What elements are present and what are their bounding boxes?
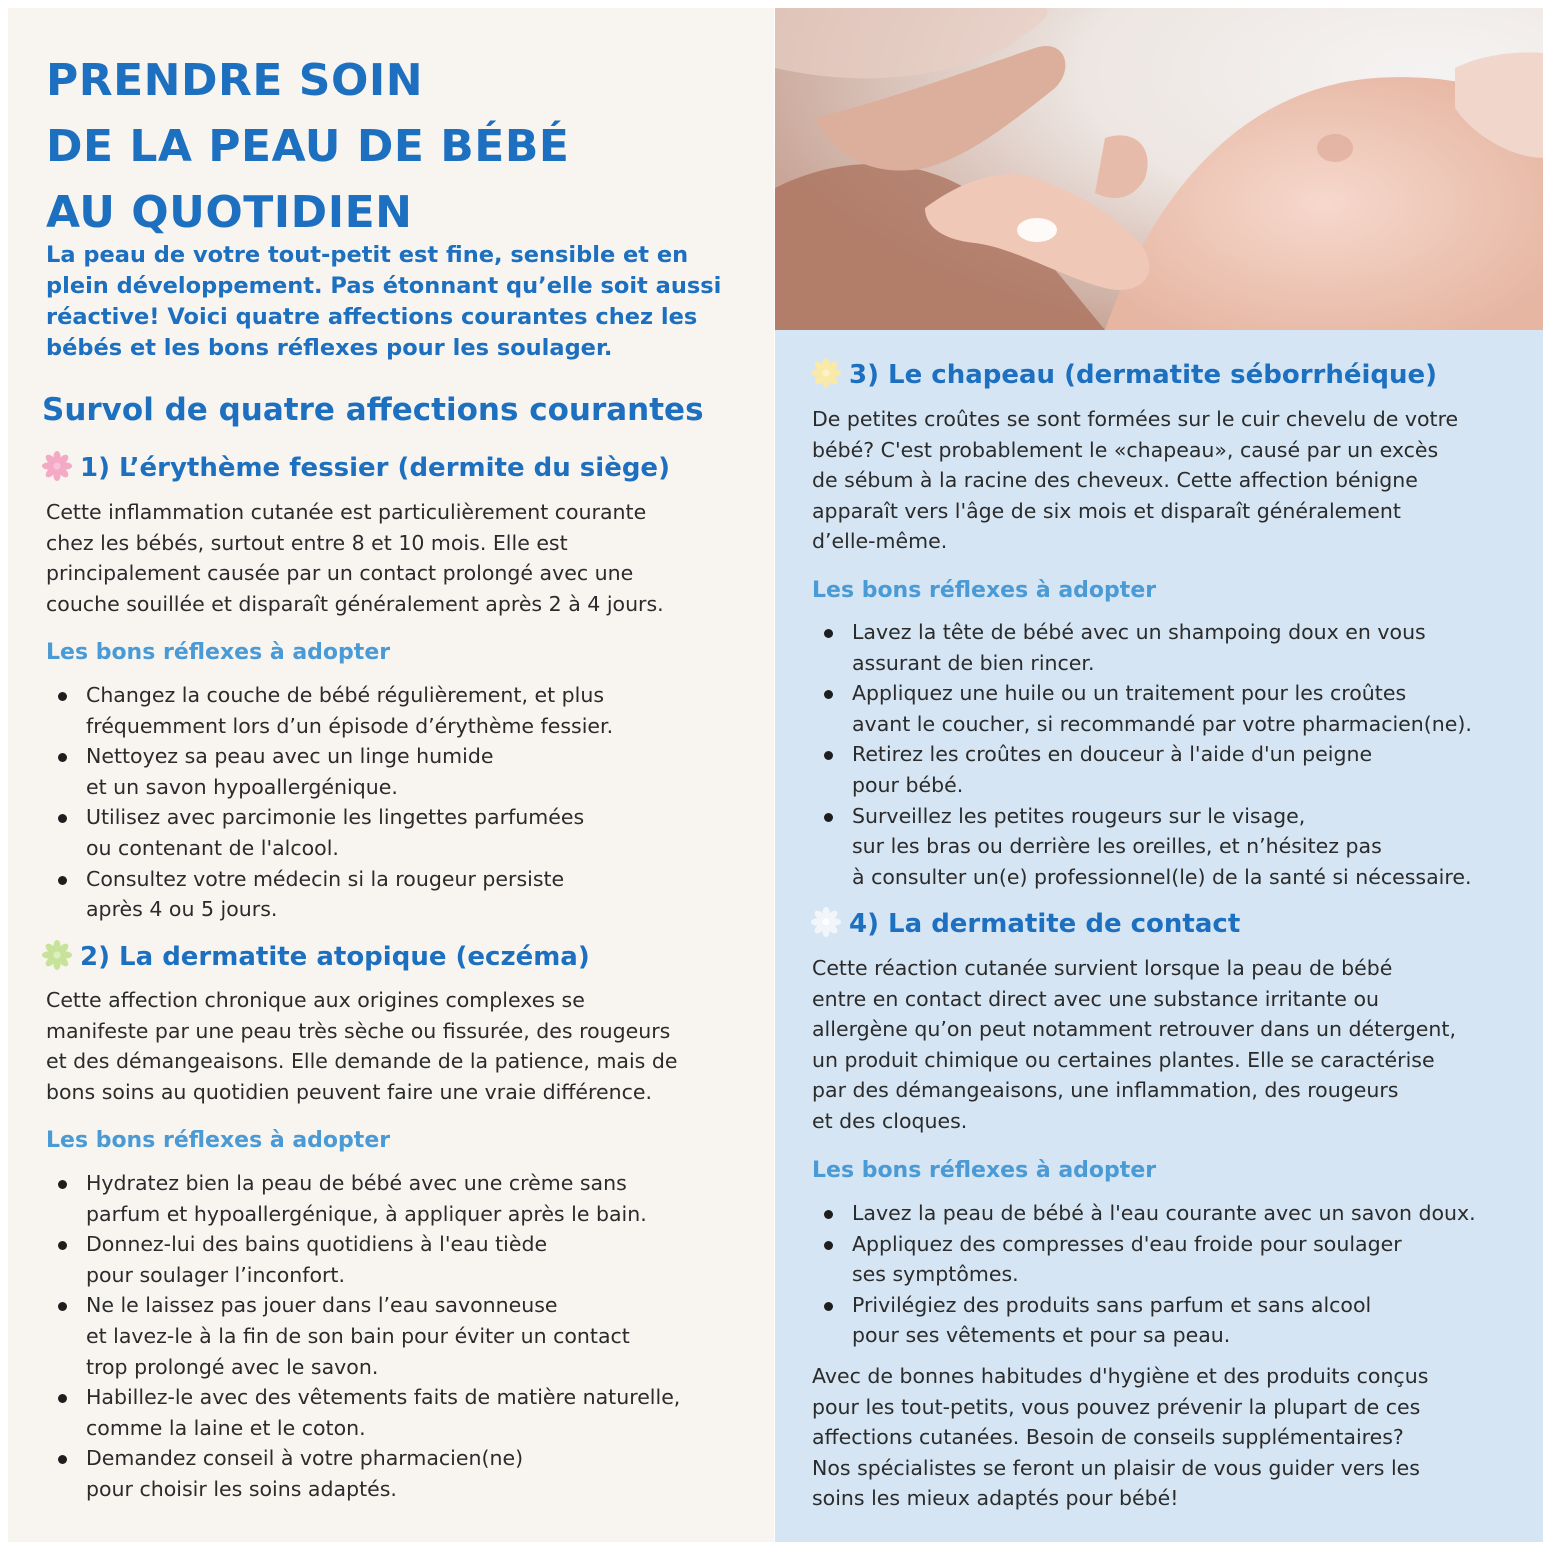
list-item	[46, 680, 613, 741]
list-item	[46, 1382, 680, 1443]
list-item-line: pour bébé.	[852, 772, 964, 797]
list-item-line: ou contenant de l'alcool.	[86, 835, 339, 860]
overview-heading: Survol de quatre affections courantes	[42, 392, 704, 428]
list-item	[46, 1168, 680, 1229]
section-1-tips	[46, 680, 613, 925]
list-item	[812, 617, 1472, 678]
list-item-line: Changez la couche de bébé régulièrement, et plus	[86, 683, 605, 707]
list-item-line: et lavez-le à la fin de son bain pour éviter un contact	[86, 1323, 630, 1348]
title-line: DE LA PEAU DE BÉBÉ	[46, 121, 570, 172]
list-item-line: sur les bras ou derrière les oreilles, et n’hésitez pas	[852, 834, 1382, 859]
list-item-line: Utilisez avec parcimonie les lingettes parfumées	[86, 805, 585, 830]
section-2-tips	[46, 1168, 680, 1505]
text-line: affections cutanées. Besoin de conseils supplémentaires?	[812, 1425, 1404, 1450]
text-line: Nos spécialistes se feront un plaisir de vous guider vers les	[812, 1455, 1420, 1480]
list-item	[46, 1443, 680, 1504]
text-line: de sébum à la racine des cheveux. Cette affection bénigne	[812, 468, 1418, 493]
section-2-subheading: Les bons réflexes à adopter	[46, 1128, 391, 1153]
list-item-line: Lavez la peau de bébé à l'eau courante avec un savon doux.	[852, 1201, 1476, 1225]
list-item-line: Appliquez des compresses d'eau froide pour soulager	[852, 1231, 1402, 1256]
section-2-title	[42, 937, 590, 977]
list-item-line: parfum et hypoallergénique, à appliquer après le bain.	[86, 1201, 647, 1226]
section-1-subheading: Les bons réflexes à adopter	[46, 640, 391, 665]
list-item-line: Habillez-le avec des vêtements faits de matière naturelle,	[86, 1385, 681, 1410]
title-line: PRENDRE SOIN	[46, 55, 424, 106]
section-3-title	[811, 355, 1437, 395]
list-item	[46, 1290, 680, 1382]
list-item-line: Ne le laissez pas jouer dans l’eau savonneuse	[86, 1293, 558, 1318]
list-item-line: Hydratez bien la peau de bébé avec une crème sans	[86, 1171, 627, 1195]
text-line: apparaît vers l'âge de six mois et disparaît généralement	[812, 498, 1401, 523]
text-line: principalement causée par un contact prolongé avec une	[46, 561, 634, 586]
list-item-line: Donnez-lui des bains quotidiens à l'eau tiède	[86, 1232, 548, 1257]
text-line: et des démangeaisons. Elle demande de la patience, mais de	[46, 1049, 678, 1074]
pink-flower-icon	[42, 451, 72, 481]
text-line: bébé? C'est probablement le «chapeau», causé par un excès	[812, 437, 1439, 462]
text-line: allergène qu’on peut notamment retrouver dans un détergent,	[812, 1017, 1456, 1042]
white-flower-icon	[811, 907, 841, 937]
text-line: couche souillée et disparaît généralement après 2 à 4 jours.	[46, 591, 664, 616]
text-line: Cette affection chronique aux origines complexes se	[46, 988, 585, 1012]
section-title-text: 2) La dermatite atopique (eczéma)	[80, 942, 590, 972]
text-line: Cette inflammation cutanée est particulièrement courante	[46, 500, 647, 524]
list-item	[812, 801, 1472, 893]
section-4-subheading: Les bons réflexes à adopter	[812, 1158, 1157, 1183]
list-item	[46, 1229, 680, 1290]
section-3-subheading: Les bons réflexes à adopter	[812, 578, 1157, 603]
text-line: De petites croûtes se sont formées sur le cuir chevelu de votre	[812, 407, 1459, 431]
section-1-title	[42, 448, 670, 488]
section-title-text: 4) La dermatite de contact	[849, 909, 1241, 939]
list-item-line: Retirez les croûtes en douceur à l'aide d'un peigne	[852, 742, 1373, 767]
intro-line: réactive! Voici quatre affections courantes chez les	[46, 304, 698, 330]
list-item-line: Lavez la tête de bébé avec un shampoing doux en vous	[852, 620, 1426, 644]
section-3-tips	[812, 617, 1472, 892]
text-line: manifeste par une peau très sèche ou fissurée, des rougeurs	[46, 1018, 671, 1043]
text-line: chez les bébés, surtout entre 8 et 10 mois. Elle est	[46, 530, 568, 555]
right-column	[775, 8, 1543, 1542]
yellow-flower-icon	[811, 358, 841, 388]
section-2-description	[46, 985, 678, 1107]
page-title	[46, 48, 569, 246]
intro-text	[46, 240, 746, 364]
text-line: soins les mieux adaptés pour bébé!	[812, 1486, 1179, 1511]
list-item	[812, 678, 1472, 739]
list-item-line: à consulter un(e) professionnel(le) de la santé si nécessaire.	[852, 864, 1472, 889]
list-item-line: après 4 ou 5 jours.	[86, 897, 278, 922]
list-item-line: Nettoyez sa peau avec un linge humide	[86, 744, 494, 769]
section-4-tips	[812, 1198, 1476, 1351]
list-item-line: avant le coucher, si recommandé par votre pharmacien(ne).	[852, 711, 1472, 736]
section-1-description	[46, 497, 664, 619]
text-line: et des cloques.	[812, 1108, 968, 1133]
section-4-description	[812, 953, 1456, 1137]
list-item	[812, 739, 1472, 800]
list-item-line: Surveillez les petites rougeurs sur le visage,	[852, 803, 1306, 828]
list-item	[46, 741, 613, 802]
text-line: pour les tout-petits, vous pouvez prévenir la plupart de ces	[812, 1394, 1421, 1419]
list-item	[812, 1229, 1476, 1290]
list-item-line: Privilégiez des produits sans parfum et sans alcool	[852, 1292, 1372, 1317]
text-line: bons soins au quotidien peuvent faire une vraie différence.	[46, 1079, 653, 1104]
conclusion	[812, 1361, 1428, 1514]
section-title-text: 3) Le chapeau (dermatite séborrhéique)	[849, 360, 1438, 390]
list-item-line: Demandez conseil à votre pharmacien(ne)	[86, 1446, 524, 1471]
intro-line: La peau de votre tout-petit est fine, sensible et en	[46, 242, 689, 268]
text-line: Cette réaction cutanée survient lorsque la peau de bébé	[812, 956, 1393, 980]
list-item-line: ses symptômes.	[852, 1262, 1019, 1287]
green-flower-icon	[42, 940, 72, 970]
text-line: entre en contact direct avec une substance irritante ou	[812, 986, 1379, 1011]
list-item-line: fréquemment lors d’un épisode d’érythème fessier.	[86, 713, 614, 738]
intro-line: bébés et les bons réflexes pour les soulager.	[46, 335, 613, 361]
list-item-line: comme la laine et le coton.	[86, 1415, 366, 1440]
list-item-line: pour ses vêtements et pour sa peau.	[852, 1323, 1231, 1348]
list-item-line: et un savon hypoallergénique.	[86, 774, 398, 799]
list-item-line: Appliquez une huile ou un traitement pour les croûtes	[852, 681, 1407, 706]
section-3-description	[812, 404, 1458, 557]
list-item	[812, 1290, 1476, 1351]
list-item	[812, 1198, 1476, 1229]
list-item	[46, 802, 613, 863]
text-line: d’elle-même.	[812, 529, 948, 554]
list-item-line: assurant de bien rincer.	[852, 650, 1095, 675]
intro-line: plein développement. Pas étonnant qu’elle soit aussi	[46, 273, 722, 299]
text-line: par des démangeaisons, une inflammation, des rougeurs	[812, 1078, 1399, 1103]
list-item-line: pour choisir les soins adaptés.	[86, 1476, 397, 1501]
text-line: un produit chimique ou certaines plantes. Elle se caractérise	[812, 1047, 1435, 1072]
title-line: AU QUOTIDIEN	[46, 187, 413, 238]
baby-skin-care-photo	[775, 8, 1543, 330]
section-title-text: 1) L’érythème fessier (dermite du siège)	[80, 453, 670, 483]
list-item	[46, 864, 613, 925]
section-4-title	[811, 904, 1240, 944]
list-item-line: trop prolongé avec le savon.	[86, 1354, 379, 1379]
left-column	[8, 8, 774, 1542]
list-item-line: Consultez votre médecin si la rougeur persiste	[86, 866, 565, 891]
text-line: Avec de bonnes habitudes d'hygiène et des produits conçus	[812, 1364, 1429, 1388]
list-item-line: pour soulager l’inconfort.	[86, 1262, 345, 1287]
